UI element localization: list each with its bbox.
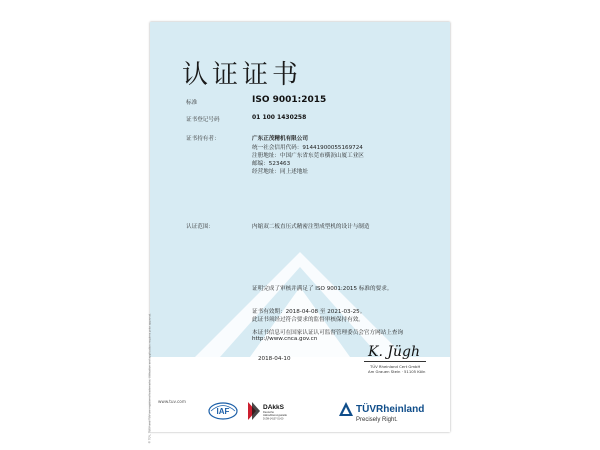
holder-name: 广东正茂精机有限公司 — [252, 136, 308, 142]
standard-label: 标准 — [186, 100, 198, 106]
surveillance-line: 此证书须经过符合要求的监督审核保持有效。 — [252, 317, 364, 323]
tuv-logo-tagline: Precisely Right. — [356, 417, 398, 423]
standard-value: ISO 9001:2015 — [252, 95, 327, 105]
issuer-line1: TÜV Rheinland Cert GmbH — [370, 364, 421, 369]
signature: K. Jügh — [368, 344, 420, 360]
iaf-logo — [208, 402, 238, 420]
scope-label: 认证范围： — [186, 224, 214, 230]
dakks-logo — [246, 400, 306, 422]
certificate-title: 认证证书 — [182, 60, 303, 90]
statement-line: 证明完成了审核并满足了 ISO 9001:2015 标准的要求。 — [252, 286, 393, 292]
dakks-sub1: Deutsche — [263, 411, 274, 414]
holder-credit-code: 统一社会信用代码：91441900055169724 — [252, 145, 363, 151]
scope-value: 内缩双二板直压式精密注塑成型机的设计与制造 — [252, 224, 370, 230]
registration-number: 01 100 1430258 — [252, 114, 307, 121]
website-text: www.tuv.com — [158, 399, 186, 404]
tuv-logo-name: TÜVRheinland — [356, 404, 425, 415]
holder-address: 注册地址：中国广东省东莞市横沥山厦工业区 — [252, 153, 364, 159]
registration-label: 证书登记号码 — [186, 117, 220, 123]
trademark-side-note: ® TÜV, TUEV and TUV are registered trademarks. Utilisation and application requires prior approval. — [148, 312, 152, 444]
signature-line — [364, 361, 426, 362]
issuer-line2: Am Grauen Stein · 51105 Köln — [368, 369, 426, 374]
issue-date: 2018-04-10 — [258, 356, 291, 362]
lookup-line: 本证书信息可在国家认证认可监督管理委员会官方网站上查询 — [252, 330, 404, 336]
lookup-url: http://www.cnca.gov.cn — [252, 336, 318, 342]
holder-business-address: 经营地址：同上述地址 — [252, 169, 308, 175]
holder-label: 证书持有者： — [186, 136, 220, 142]
certificate-sheet — [148, 22, 450, 444]
dakks-sub3: D-ZM-14137-01-00 — [263, 417, 284, 421]
dakks-sub2: Akkreditierungsstelle — [263, 414, 287, 417]
iaf-logo-text: IAF — [216, 407, 230, 416]
dakks-logo-text: DAkkS — [263, 404, 284, 411]
tuv-rheinland-logo — [338, 398, 438, 428]
validity-line: 证书有效期：2018-04-08 至 2021-03-25。 — [252, 309, 366, 315]
holder-postcode: 邮编：523463 — [252, 161, 291, 167]
